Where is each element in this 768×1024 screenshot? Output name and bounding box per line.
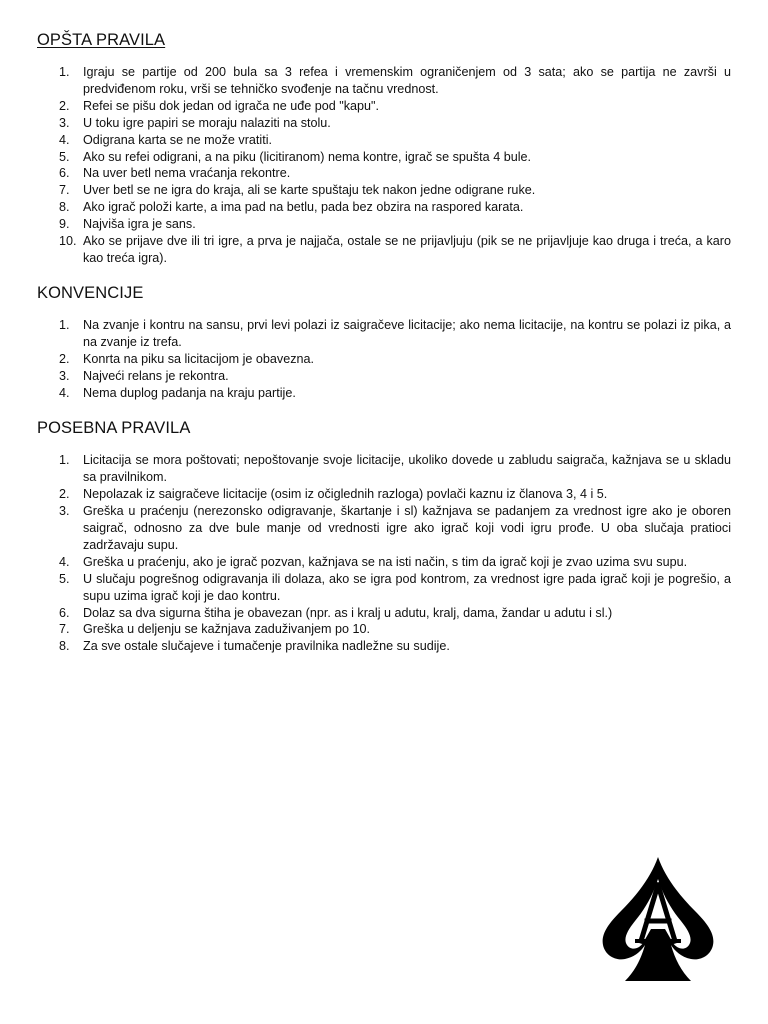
item-number: 6. [59,605,70,620]
item-number: 5. [59,149,70,164]
item-number: 2. [59,351,70,366]
item-number: 6. [59,166,70,181]
item-number: 10. [59,234,77,249]
item-text: Za sve ostale slučajeve i tumačenje pravilnika nadležne su sudije. [83,639,450,654]
item-text: U slučaju pogrešnog odigravanja ili dolaza, ako se igra pod kontrom, za vrednost igre pada igrač koji je pogrešio, a supu uzima igrač koji je dao kontru. [83,571,731,603]
item-text: Greška u deljenju se kažnjava zaduživanjem po 10. [83,622,371,637]
section-title: POSEBNA PRAVILA [37,419,191,438]
list-item [37,621,731,638]
item-number: 1. [59,453,70,468]
rules-list [37,64,731,267]
item-number: 4. [59,132,70,147]
item-number: 2. [59,487,70,502]
item-number: 7. [59,622,70,637]
item-number: 8. [59,639,70,654]
section-conventions [37,283,731,402]
item-text: Na zvanje i kontru na sansu, prvi levi polazi iz saigračeve licitacije; ako nema licitacije, na kontru se polazi iz pika, a na zvanje iz trefa. [83,317,731,349]
list-item [37,149,731,166]
item-number: 9. [59,217,70,232]
item-text: Najviša igra je sans. [83,217,196,232]
item-number: 7. [59,183,70,198]
item-text: U toku igre papiri se moraju nalaziti na stolu. [83,115,331,130]
ace-of-spades-icon [601,855,715,985]
list-item [37,64,731,98]
rules-list [37,317,731,402]
item-number: 5. [59,571,70,586]
item-number: 3. [59,368,70,383]
list-item [37,165,731,182]
item-text: Ako se prijave dve ili tri igre, a prva je najjača, ostale se ne prijavljuju (pik se ne prijavljuje kao druga i treća, a karo kao treća igra). [83,234,731,265]
list-item [37,132,731,149]
item-text: Na uver betl nema vraćanja rekontre. [83,166,291,181]
list-item [37,503,731,554]
section-title: KONVENCIJE [37,283,144,302]
list-item [37,216,731,233]
document-page [37,30,731,655]
list-item [37,486,731,503]
list-item [37,605,731,622]
item-number: 1. [59,317,70,332]
section-general-rules [37,30,731,267]
item-text: Konrta na piku sa licitacijom je obavezna. [83,351,315,366]
item-number: 1. [59,65,70,79]
item-number: 4. [59,554,70,569]
item-number: 4. [59,385,70,400]
item-number: 3. [59,504,70,519]
list-item [37,199,731,216]
list-item [37,98,731,115]
item-number: 2. [59,98,70,113]
list-item [37,571,731,605]
item-text: Odigrana karta se ne može vratiti. [83,132,272,147]
section-special-rules [37,418,731,655]
list-item [37,182,731,199]
list-item [37,385,731,402]
item-text: Nepolazak iz saigračeve licitacije (osim iz očiglednih razloga) povlači kaznu iz članova 3, 4 i 5. [83,487,608,502]
item-text: Igraju se partije od 200 bula sa 3 refea i vremenskim ograničenjem od 3 sata; ako se partija ne završi u predviđenom roku, vrši se tehničko svođenje na tačnu vrednost. [83,65,731,96]
list-item [37,638,731,655]
item-text: Uver betl se ne igra do kraja, ali se karte spuštaju tek nakon jedne odigrane ruke. [83,183,536,198]
list-item [37,351,731,368]
item-text: Refei se pišu dok jedan od igrača ne uđe pod "kapu". [83,98,380,113]
list-item [37,233,731,267]
list-item [37,554,731,571]
item-text: Licitacija se mora poštovati; nepoštovanje svoje licitacije, ukoliko dovede u zabludu saigrača, kažnjava se u skladu sa pravilnikom. [83,453,731,485]
item-text: Dolaz sa dva sigurna štiha je obavezan (npr. as i kralj u adutu, kralj, dama, žandar u adutu i sl.) [83,605,613,620]
item-number: 8. [59,200,70,215]
list-item [37,452,731,486]
list-item [37,317,731,351]
item-number: 3. [59,115,70,130]
item-text: Najveći relans je rekontra. [83,368,229,383]
item-text: Greška u praćenju (nerezonsko odigravanje, škartanje i sl) kažnjava se padanjem za vrednost igre ako je oboren saigrač, odnosno za dve bule manje od vrednosti igre ako igrač koji vodi igru prođe. U oba slučaja pratioci zadržavaju supu. [83,504,731,552]
list-item [37,115,731,132]
item-text: Greška u praćenju, ako je igrač pozvan, kažnjava se na isti način, s tim da igrač koji je zvao uzima svu supu. [83,554,688,569]
item-text: Ako igrač položi karte, a ima pad na betlu, pada bez obzira na raspored karata. [83,200,524,215]
list-item [37,368,731,385]
item-text: Nema duplog padanja na kraju partije. [83,385,296,400]
item-text: Ako su refei odigrani, a na piku (licitiranom) nema kontre, igrač se spušta 4 bule. [83,149,532,164]
section-title: OPŠTA PRAVILA [37,31,166,49]
rules-list [37,452,731,655]
